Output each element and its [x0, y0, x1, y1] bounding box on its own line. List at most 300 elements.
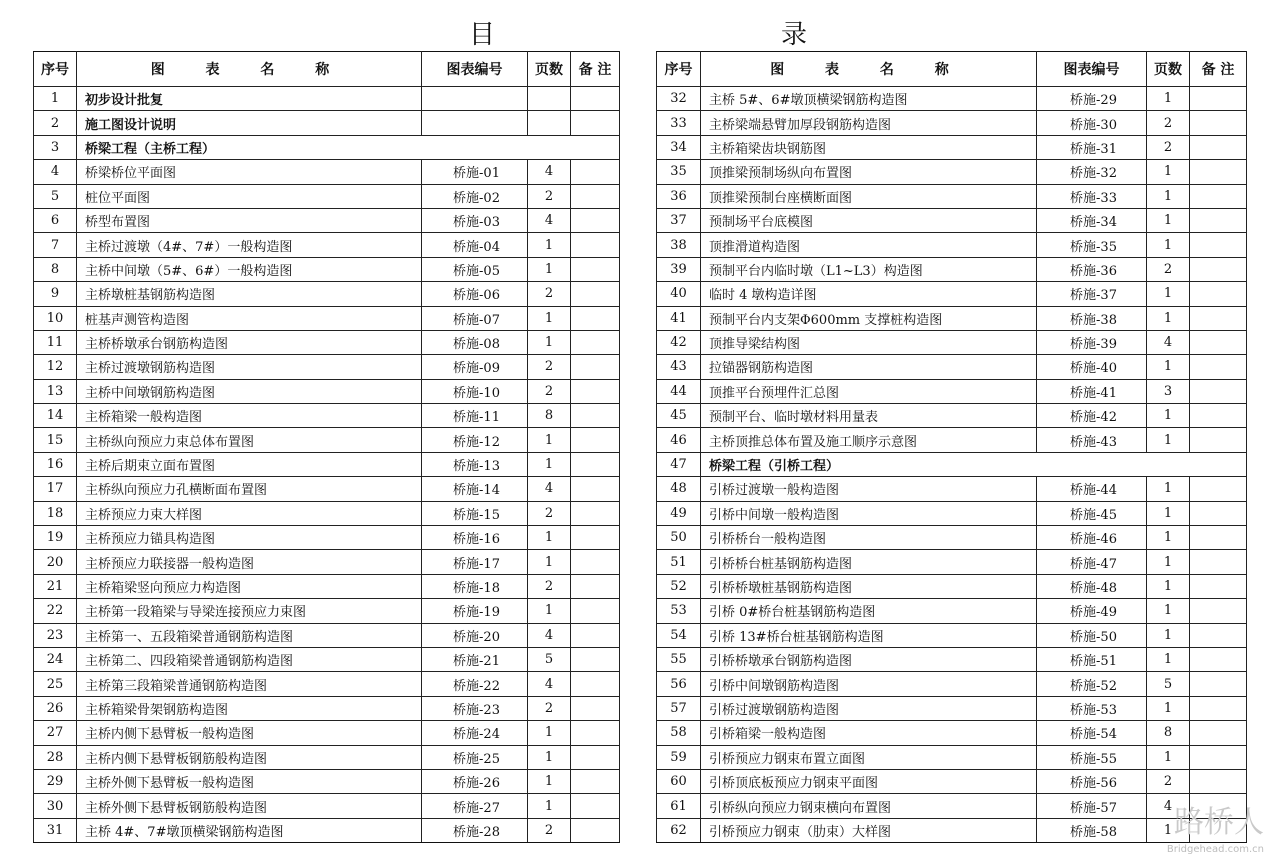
- row-code: 桥施-35: [1037, 233, 1147, 257]
- row-note: [571, 379, 620, 403]
- row-code: 桥施-25: [422, 745, 528, 769]
- row-name: 主桥 5#、6#墩顶横梁钢筋构造图: [701, 87, 1037, 111]
- row-name: 引桥纵向预应力钢束横向布置图: [701, 794, 1037, 818]
- row-pages: [528, 87, 571, 111]
- row-seq: 49: [657, 501, 701, 525]
- row-pages: 1: [528, 330, 571, 354]
- row-pages: 8: [1147, 721, 1190, 745]
- row-pages: 2: [528, 574, 571, 598]
- row-note: [1190, 477, 1247, 501]
- row-seq: 56: [657, 672, 701, 696]
- row-seq: 59: [657, 745, 701, 769]
- page-title: 目 录: [468, 20, 885, 50]
- row-note: [571, 184, 620, 208]
- table-row: [34, 745, 620, 769]
- row-note: [571, 769, 620, 793]
- row-seq: 31: [34, 818, 77, 842]
- row-note: [571, 306, 620, 330]
- row-name: 引桥桥台一般构造图: [701, 526, 1037, 550]
- header-note: 备 注: [1190, 52, 1247, 87]
- table-row: [34, 672, 620, 696]
- row-note: [1190, 233, 1247, 257]
- row-pages: 2: [1147, 769, 1190, 793]
- row-code: 桥施-15: [422, 501, 528, 525]
- row-seq: 5: [34, 184, 77, 208]
- row-pages: 1: [1147, 184, 1190, 208]
- row-seq: 20: [34, 550, 77, 574]
- row-pages: 5: [528, 647, 571, 671]
- row-pages: 2: [528, 184, 571, 208]
- row-code: 桥施-12: [422, 428, 528, 452]
- row-name: 主桥预应力束大样图: [77, 501, 422, 525]
- row-code: 桥施-30: [1037, 111, 1147, 135]
- row-pages: 4: [1147, 794, 1190, 818]
- row-pages: 1: [1147, 428, 1190, 452]
- row-name: 主桥预应力联接器一般构造图: [77, 550, 422, 574]
- row-code: 桥施-22: [422, 672, 528, 696]
- row-seq: 45: [657, 404, 701, 428]
- table-row: [657, 477, 1247, 501]
- row-name: 预制场平台底模图: [701, 208, 1037, 232]
- row-note: [571, 330, 620, 354]
- row-code: 桥施-01: [422, 160, 528, 184]
- row-pages: 4: [528, 672, 571, 696]
- row-name: 主桥外侧下悬臂板钢筋般构造图: [77, 794, 422, 818]
- row-code: 桥施-54: [1037, 721, 1147, 745]
- table-row: [34, 501, 620, 525]
- row-pages: 1: [528, 721, 571, 745]
- row-code: 桥施-10: [422, 379, 528, 403]
- row-seq: 30: [34, 794, 77, 818]
- row-seq: 44: [657, 379, 701, 403]
- row-pages: 1: [1147, 87, 1190, 111]
- row-code: 桥施-27: [422, 794, 528, 818]
- table-row: [657, 306, 1247, 330]
- row-pages: 4: [528, 623, 571, 647]
- row-name: 施工图设计说明: [77, 111, 422, 135]
- row-seq: 15: [34, 428, 77, 452]
- row-code: 桥施-34: [1037, 208, 1147, 232]
- row-code: 桥施-44: [1037, 477, 1147, 501]
- row-code: 桥施-57: [1037, 794, 1147, 818]
- row-note: [571, 404, 620, 428]
- row-seq: 34: [657, 135, 701, 159]
- row-note: [1190, 184, 1247, 208]
- table-row: [657, 208, 1247, 232]
- row-pages: 1: [1147, 745, 1190, 769]
- table-row: [657, 452, 1247, 476]
- table-row: [657, 599, 1247, 623]
- table-row: [34, 477, 620, 501]
- row-pages: 2: [1147, 257, 1190, 281]
- row-pages: 1: [528, 428, 571, 452]
- row-seq: 25: [34, 672, 77, 696]
- table-row: [657, 794, 1247, 818]
- row-name: 初步设计批复: [77, 87, 422, 111]
- row-seq: 40: [657, 282, 701, 306]
- row-note: [571, 818, 620, 842]
- watermark-url: Bridgehead.com.cn: [1166, 844, 1264, 855]
- row-pages: 1: [1147, 404, 1190, 428]
- row-seq: 21: [34, 574, 77, 598]
- row-note: [571, 428, 620, 452]
- row-pages: 1: [528, 769, 571, 793]
- row-name: 预制平台内支架Φ600mm 支撑桩构造图: [701, 306, 1037, 330]
- row-name: 顶推导梁结构图: [701, 330, 1037, 354]
- row-name: 顶推滑道构造图: [701, 233, 1037, 257]
- row-code: 桥施-46: [1037, 526, 1147, 550]
- row-note: [571, 452, 620, 476]
- header-code: 图表编号: [422, 52, 528, 87]
- row-name: 主桥外侧下悬臂板一般构造图: [77, 769, 422, 793]
- row-seq: 47: [657, 452, 701, 476]
- row-name: 主桥第三段箱梁普通钢筋构造图: [77, 672, 422, 696]
- row-code: 桥施-07: [422, 306, 528, 330]
- row-note: [571, 550, 620, 574]
- header-seq: 序号: [657, 52, 701, 87]
- row-pages: 1: [1147, 526, 1190, 550]
- row-pages: 1: [1147, 599, 1190, 623]
- table-row: [34, 330, 620, 354]
- row-code: 桥施-26: [422, 769, 528, 793]
- row-seq: 54: [657, 623, 701, 647]
- table-row: [34, 257, 620, 281]
- row-seq: 12: [34, 355, 77, 379]
- row-code: 桥施-02: [422, 184, 528, 208]
- row-name: 引桥 13#桥台桩基钢筋构造图: [701, 623, 1037, 647]
- row-code: 桥施-41: [1037, 379, 1147, 403]
- row-name: 引桥箱梁一般构造图: [701, 721, 1037, 745]
- row-code: 桥施-06: [422, 282, 528, 306]
- row-code: 桥施-55: [1037, 745, 1147, 769]
- row-seq: 17: [34, 477, 77, 501]
- table-row: [34, 87, 620, 111]
- row-name: 桥梁桥位平面图: [77, 160, 422, 184]
- row-code: 桥施-56: [1037, 769, 1147, 793]
- row-pages: 1: [528, 452, 571, 476]
- row-code: 桥施-53: [1037, 696, 1147, 720]
- row-note: [1190, 355, 1247, 379]
- table-row: [657, 111, 1247, 135]
- row-note: [571, 87, 620, 111]
- table-row: [657, 135, 1247, 159]
- table-row: [34, 404, 620, 428]
- row-name: 引桥过渡墩钢筋构造图: [701, 696, 1037, 720]
- row-name: 主桥预应力锚具构造图: [77, 526, 422, 550]
- row-code: 桥施-05: [422, 257, 528, 281]
- row-code: 桥施-45: [1037, 501, 1147, 525]
- row-note: [571, 745, 620, 769]
- row-seq: 42: [657, 330, 701, 354]
- row-seq: 7: [34, 233, 77, 257]
- row-pages: 2: [528, 818, 571, 842]
- row-seq: 52: [657, 574, 701, 598]
- row-note: [1190, 208, 1247, 232]
- row-note: [1190, 623, 1247, 647]
- row-name: 主桥梁端悬臂加厚段钢筋构造图: [701, 111, 1037, 135]
- row-note: [1190, 282, 1247, 306]
- row-pages: 1: [528, 233, 571, 257]
- row-name: 预制平台内临时墩（L1~L3）构造图: [701, 257, 1037, 281]
- row-note: [571, 208, 620, 232]
- row-pages: 2: [528, 501, 571, 525]
- row-seq: 53: [657, 599, 701, 623]
- row-name: 引桥过渡墩一般构造图: [701, 477, 1037, 501]
- row-note: [571, 477, 620, 501]
- row-seq: 26: [34, 696, 77, 720]
- header-pages: 页数: [1147, 52, 1190, 87]
- header-seq: 序号: [34, 52, 77, 87]
- table-row: [657, 379, 1247, 403]
- row-note: [1190, 647, 1247, 671]
- row-seq: 58: [657, 721, 701, 745]
- header-name: 图 表 名 称: [77, 52, 422, 87]
- row-seq: 16: [34, 452, 77, 476]
- table-row: [34, 526, 620, 550]
- row-note: [1190, 428, 1247, 452]
- row-pages: 2: [528, 379, 571, 403]
- row-seq: 32: [657, 87, 701, 111]
- toc-body-left: [34, 87, 620, 843]
- row-pages: 1: [1147, 306, 1190, 330]
- row-pages: 1: [1147, 501, 1190, 525]
- table-row: [34, 696, 620, 720]
- row-note: [1190, 599, 1247, 623]
- row-pages: 2: [1147, 135, 1190, 159]
- table-row: [657, 501, 1247, 525]
- row-note: [571, 355, 620, 379]
- row-name: 主桥墩桩基钢筋构造图: [77, 282, 422, 306]
- table-row: [657, 233, 1247, 257]
- row-note: [571, 257, 620, 281]
- table-row: [34, 721, 620, 745]
- row-name: 引桥桥墩桩基钢筋构造图: [701, 574, 1037, 598]
- row-note: [571, 794, 620, 818]
- toc-table-right: [656, 51, 1247, 843]
- row-name: 主桥箱梁骨架钢筋构造图: [77, 696, 422, 720]
- table-row: [657, 696, 1247, 720]
- row-pages: 1: [1147, 623, 1190, 647]
- row-name: 主桥 4#、7#墩顶横梁钢筋构造图: [77, 818, 422, 842]
- row-name: 主桥第二、四段箱梁普通钢筋构造图: [77, 647, 422, 671]
- row-pages: 1: [1147, 233, 1190, 257]
- row-code: 桥施-33: [1037, 184, 1147, 208]
- row-seq: 57: [657, 696, 701, 720]
- row-code: 桥施-29: [1037, 87, 1147, 111]
- row-pages: 1: [1147, 160, 1190, 184]
- row-seq: 14: [34, 404, 77, 428]
- row-name: 桩基声测管构造图: [77, 306, 422, 330]
- row-seq: 6: [34, 208, 77, 232]
- row-note: [1190, 306, 1247, 330]
- row-pages: 3: [1147, 379, 1190, 403]
- row-pages: 1: [528, 306, 571, 330]
- row-seq: 9: [34, 282, 77, 306]
- row-note: [571, 233, 620, 257]
- table-row: [657, 745, 1247, 769]
- table-row: [34, 769, 620, 793]
- row-note: [1190, 769, 1247, 793]
- row-name: 桥梁工程（主桥工程）: [77, 135, 620, 159]
- row-name: 桥梁工程（引桥工程）: [701, 452, 1247, 476]
- row-seq: 62: [657, 818, 701, 842]
- row-name: 顶推梁预制场纵向布置图: [701, 160, 1037, 184]
- row-name: 主桥中间墩（5#、6#）一般构造图: [77, 257, 422, 281]
- toc-body-right: [657, 87, 1247, 843]
- row-name: 主桥内侧下悬臂板一般构造图: [77, 721, 422, 745]
- row-code: 桥施-28: [422, 818, 528, 842]
- row-seq: 18: [34, 501, 77, 525]
- table-row: [657, 721, 1247, 745]
- row-name: 主桥过渡墩（4#、7#）一般构造图: [77, 233, 422, 257]
- row-name: 引桥中间墩钢筋构造图: [701, 672, 1037, 696]
- table-row: [657, 818, 1247, 842]
- row-seq: 4: [34, 160, 77, 184]
- row-seq: 38: [657, 233, 701, 257]
- table-row: [34, 160, 620, 184]
- row-name: 主桥箱梁一般构造图: [77, 404, 422, 428]
- row-note: [571, 501, 620, 525]
- row-seq: 35: [657, 160, 701, 184]
- row-name: 桥型布置图: [77, 208, 422, 232]
- row-name: 主桥纵向预应力束总体布置图: [77, 428, 422, 452]
- row-code: [422, 87, 528, 111]
- row-pages: 1: [1147, 696, 1190, 720]
- row-code: 桥施-08: [422, 330, 528, 354]
- row-note: [1190, 696, 1247, 720]
- row-seq: 13: [34, 379, 77, 403]
- table-row: [34, 550, 620, 574]
- row-seq: 46: [657, 428, 701, 452]
- row-code: 桥施-31: [1037, 135, 1147, 159]
- table-row: [34, 574, 620, 598]
- row-seq: 50: [657, 526, 701, 550]
- row-note: [1190, 721, 1247, 745]
- row-code: 桥施-52: [1037, 672, 1147, 696]
- row-code: 桥施-58: [1037, 818, 1147, 842]
- row-pages: 1: [1147, 818, 1190, 842]
- row-pages: 1: [1147, 550, 1190, 574]
- row-name: 引桥桥墩承台钢筋构造图: [701, 647, 1037, 671]
- row-pages: 8: [528, 404, 571, 428]
- header-note: 备 注: [571, 52, 620, 87]
- row-note: [1190, 550, 1247, 574]
- row-name: 引桥预应力钢束（肋束）大样图: [701, 818, 1037, 842]
- row-name: 主桥第一、五段箱梁普通钢筋构造图: [77, 623, 422, 647]
- table-row: [657, 355, 1247, 379]
- row-code: 桥施-14: [422, 477, 528, 501]
- row-note: [1190, 257, 1247, 281]
- row-code: 桥施-49: [1037, 599, 1147, 623]
- row-code: 桥施-17: [422, 550, 528, 574]
- table-row: [657, 574, 1247, 598]
- row-seq: 29: [34, 769, 77, 793]
- row-name: 主桥过渡墩钢筋构造图: [77, 355, 422, 379]
- table-row: [657, 257, 1247, 281]
- row-name: 拉锚器钢筋构造图: [701, 355, 1037, 379]
- table-row: [34, 428, 620, 452]
- row-code: 桥施-09: [422, 355, 528, 379]
- row-pages: 5: [1147, 672, 1190, 696]
- table-row: [34, 135, 620, 159]
- watermark-logo: 路桥人: [1174, 805, 1264, 840]
- table-row: [34, 452, 620, 476]
- row-note: [1190, 330, 1247, 354]
- row-seq: 3: [34, 135, 77, 159]
- row-pages: [528, 111, 571, 135]
- header-pages: 页数: [528, 52, 571, 87]
- table-row: [657, 330, 1247, 354]
- row-note: [571, 526, 620, 550]
- row-name: 引桥预应力钢束布置立面图: [701, 745, 1037, 769]
- row-note: [1190, 526, 1247, 550]
- row-note: [1190, 111, 1247, 135]
- row-code: 桥施-21: [422, 647, 528, 671]
- row-code: 桥施-18: [422, 574, 528, 598]
- row-code: 桥施-16: [422, 526, 528, 550]
- table-row: [657, 184, 1247, 208]
- row-seq: 23: [34, 623, 77, 647]
- row-seq: 27: [34, 721, 77, 745]
- row-name: 主桥中间墩钢筋构造图: [77, 379, 422, 403]
- row-pages: 1: [1147, 574, 1190, 598]
- row-code: 桥施-38: [1037, 306, 1147, 330]
- row-note: [571, 672, 620, 696]
- header-name: 图 表 名 称: [701, 52, 1037, 87]
- row-seq: 2: [34, 111, 77, 135]
- row-note: [571, 282, 620, 306]
- row-note: [571, 696, 620, 720]
- row-seq: 61: [657, 794, 701, 818]
- table-row: [657, 550, 1247, 574]
- row-name: 桩位平面图: [77, 184, 422, 208]
- row-code: 桥施-23: [422, 696, 528, 720]
- row-code: 桥施-24: [422, 721, 528, 745]
- toc-table-left: [33, 51, 620, 843]
- table-row: [34, 233, 620, 257]
- row-seq: 39: [657, 257, 701, 281]
- row-pages: 1: [1147, 282, 1190, 306]
- row-name: 引桥 0#桥台桩基钢筋构造图: [701, 599, 1037, 623]
- table-row: [34, 599, 620, 623]
- row-name: 主桥第一段箱梁与导梁连接预应力束图: [77, 599, 422, 623]
- row-seq: 41: [657, 306, 701, 330]
- row-seq: 1: [34, 87, 77, 111]
- row-seq: 48: [657, 477, 701, 501]
- row-name: 引桥顶底板预应力钢束平面图: [701, 769, 1037, 793]
- row-pages: 1: [1147, 477, 1190, 501]
- row-code: 桥施-37: [1037, 282, 1147, 306]
- row-code: 桥施-36: [1037, 257, 1147, 281]
- table-row: [34, 111, 620, 135]
- row-note: [1190, 501, 1247, 525]
- row-pages: 1: [1147, 208, 1190, 232]
- row-code: 桥施-04: [422, 233, 528, 257]
- row-name: 主桥桥墩承台钢筋构造图: [77, 330, 422, 354]
- row-code: 桥施-48: [1037, 574, 1147, 598]
- row-pages: 2: [528, 696, 571, 720]
- row-pages: 4: [528, 208, 571, 232]
- row-seq: 43: [657, 355, 701, 379]
- table-row: [34, 306, 620, 330]
- row-note: [1190, 404, 1247, 428]
- row-name: 预制平台、临时墩材料用量表: [701, 404, 1037, 428]
- row-pages: 1: [528, 550, 571, 574]
- row-pages: 1: [1147, 647, 1190, 671]
- table-row: [34, 794, 620, 818]
- row-note: [1190, 672, 1247, 696]
- row-note: [1190, 160, 1247, 184]
